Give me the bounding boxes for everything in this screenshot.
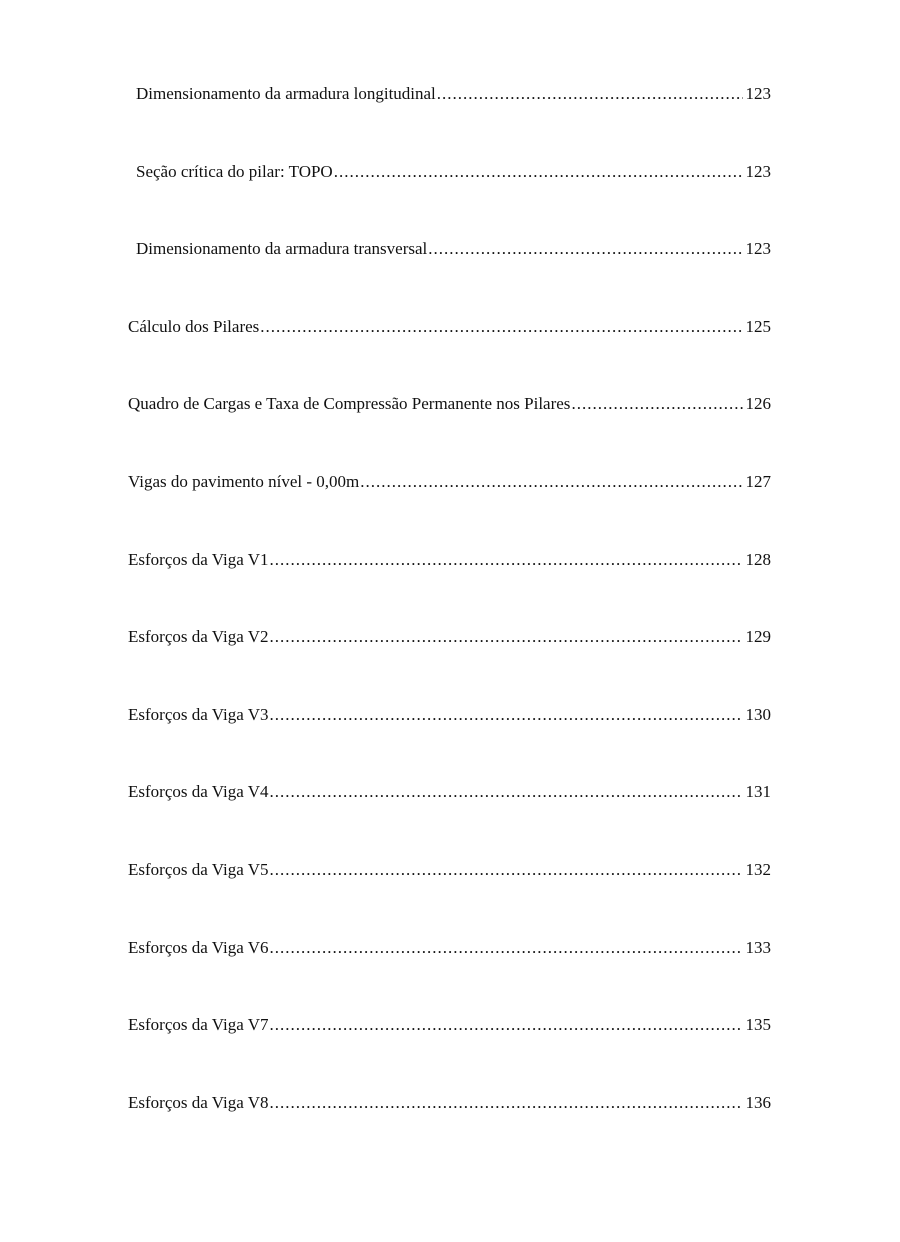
toc-entry-title: Esforços da Viga V5: [128, 859, 269, 879]
toc-dot-leader: [260, 317, 742, 337]
toc-entry-page: 123: [745, 161, 771, 181]
toc-entry-title: Vigas do pavimento nível - 0,00m: [128, 471, 360, 491]
toc-entry-page: 126: [745, 394, 771, 414]
toc-entry[interactable]: [128, 627, 771, 705]
toc-entry-title: Esforços da Viga V8: [128, 1092, 269, 1112]
toc-entry-title: Cálculo dos Pilares: [128, 316, 260, 336]
toc-entry[interactable]: [128, 239, 771, 317]
toc-entry-page: 132: [745, 859, 771, 879]
toc-entry-page: 136: [745, 1092, 771, 1112]
toc-dot-leader: [269, 938, 742, 958]
toc-entry-title: Seção crítica do pilar: TOPO: [136, 161, 333, 181]
toc-dot-leader: [269, 627, 742, 647]
toc-dot-leader: [269, 860, 742, 880]
toc-entry-title: Esforços da Viga V4: [128, 782, 269, 802]
toc-dot-leader: [269, 1093, 742, 1113]
table-of-contents: [128, 84, 771, 1170]
toc-entry-title: Esforços da Viga V2: [128, 627, 269, 647]
toc-entry-page: 130: [745, 704, 771, 724]
toc-entry[interactable]: [128, 1093, 771, 1171]
toc-entry-title: Esforços da Viga V3: [128, 704, 269, 724]
toc-entry-page: 128: [745, 549, 771, 569]
toc-dot-leader: [334, 162, 743, 182]
toc-entry-page: 125: [745, 316, 771, 336]
toc-entry[interactable]: [128, 938, 771, 1016]
toc-entry-title: Esforços da Viga V7: [128, 1015, 269, 1035]
toc-entry[interactable]: [128, 550, 771, 628]
toc-entry-page: 129: [745, 627, 771, 647]
toc-entry-page: 123: [745, 239, 771, 259]
toc-dot-leader: [269, 550, 742, 570]
toc-entry-page: 123: [745, 84, 771, 103]
toc-entry[interactable]: [128, 782, 771, 860]
toc-entry-page: 133: [745, 937, 771, 957]
toc-entry[interactable]: [128, 317, 771, 395]
toc-entry-page: 127: [745, 471, 771, 491]
toc-dot-leader: [437, 84, 743, 104]
toc-entry[interactable]: [128, 1015, 771, 1093]
toc-dot-leader: [360, 472, 742, 492]
toc-entry-title: Quadro de Cargas e Taxa de Compressão Permanente nos Pilares: [128, 394, 571, 414]
toc-entry[interactable]: [128, 472, 771, 550]
toc-entry[interactable]: [128, 860, 771, 938]
toc-entry[interactable]: [128, 394, 771, 472]
toc-entry-title: Dimensionamento da armadura longitudinal: [136, 84, 436, 103]
toc-entry[interactable]: [128, 162, 771, 240]
toc-dot-leader: [571, 394, 742, 414]
toc-entry[interactable]: [128, 705, 771, 783]
toc-entry-title: Esforços da Viga V6: [128, 937, 269, 957]
toc-dot-leader: [428, 239, 742, 259]
toc-dot-leader: [269, 782, 742, 802]
toc-entry-title: Dimensionamento da armadura transversal: [136, 239, 428, 259]
toc-entry-title: Esforços da Viga V1: [128, 549, 269, 569]
toc-entry[interactable]: [128, 84, 771, 162]
toc-entry-page: 131: [745, 782, 771, 802]
toc-entry-page: 135: [745, 1015, 771, 1035]
toc-dot-leader: [269, 705, 742, 725]
toc-dot-leader: [269, 1015, 742, 1035]
